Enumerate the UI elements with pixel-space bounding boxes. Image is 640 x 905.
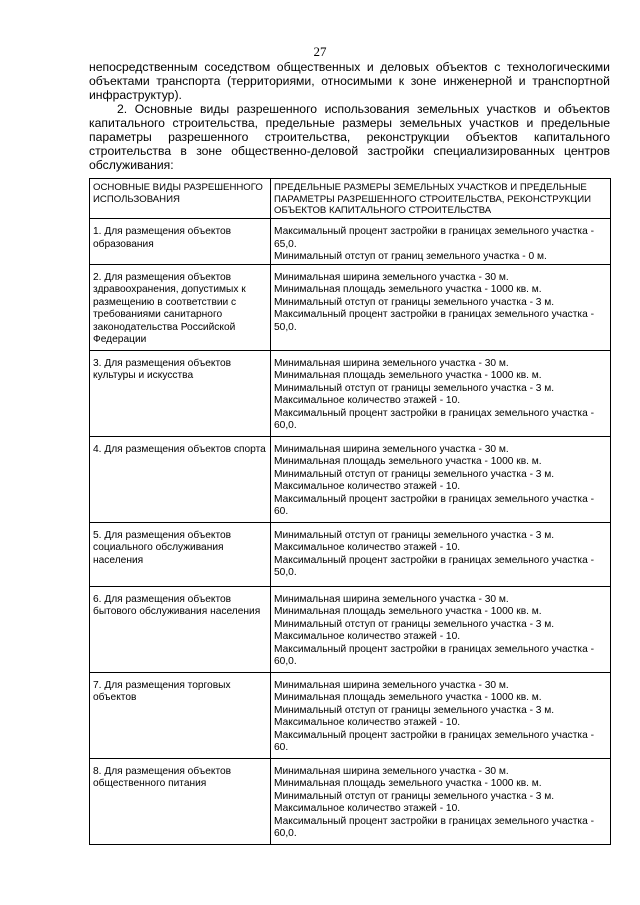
- parameter-line: Минимальная площадь земельного участка - 1000 кв. м.: [274, 692, 542, 703]
- parameter-line: Максимальный процент застройки в границах земельного участка - 60,0.: [274, 815, 594, 839]
- header-use-types: ОСНОВНЫЕ ВИДЫ РАЗРЕШЕННОГО ИСПОЛЬЗОВАНИЯ: [90, 179, 271, 219]
- table-row: [90, 758, 611, 844]
- parameter-line: Максимальное количество этажей - 10.: [274, 395, 461, 406]
- parameter-line: Минимальная ширина земельного участка - 30 м.: [274, 271, 509, 283]
- body-text: [89, 60, 610, 172]
- parameter-line: Минимальная площадь земельного участка - 1000 кв. м.: [274, 778, 542, 789]
- paragraph-continuation: непосредственным соседством общественных и деловых объектов с технологическими объектами транспорта (территориями, относимыми к зоне инженерной и транспортной инфраструктур).: [89, 60, 610, 102]
- parameter-line: Минимальный отступ от границы земельного участка - 3 м.: [274, 618, 555, 630]
- parameter-line: Максимальный процент застройки в границах земельного участка - 65,0.: [274, 226, 594, 250]
- header-parameters: ПРЕДЕЛЬНЫЕ РАЗМЕРЫ ЗЕМЕЛЬНЫХ УЧАСТКОВ И ПРЕДЕЛЬНЫЕ ПАРАМЕТРЫ РАЗРЕШЕННОГО СТРОИТЕЛЬСТВА, РЕКОНСТРУКЦИИ ОБЪЕКТОВ КАПИТАЛЬНОГО СТРОИТЕЛЬСТВА: [271, 179, 611, 219]
- table-row: [90, 350, 611, 436]
- parameter-line: Максимальное количество этажей - 10.: [274, 717, 461, 728]
- parameter-line: Минимальный отступ от границы земельного участка - 3 м.: [274, 704, 555, 716]
- parameter-line: Минимальная ширина земельного участка - 30 м.: [274, 443, 509, 455]
- table-row: [90, 672, 611, 758]
- parameters-cell: [271, 436, 611, 522]
- table-row: [90, 522, 611, 586]
- parameter-line: Максимальный процент застройки в границах земельного участка - 50,0.: [274, 309, 594, 333]
- parameter-line: Минимальный отступ от границ земельного участка - 0 м.: [274, 251, 547, 262]
- parameters-cell: [271, 350, 611, 436]
- parameters-cell: [271, 586, 611, 672]
- paragraph-section-2: 2. Основные виды разрешенного использования земельных участков и объектов капитального строительства, предельные размеры земельных участков и предельные параметры разрешенного строительства, реконструкции объектов капитального строительства в зоне общественно-деловой застройки специализированных центров обслуживания:: [89, 102, 610, 172]
- parameter-line: Минимальная площадь земельного участка - 1000 кв. м.: [274, 284, 542, 295]
- parameter-line: Максимальное количество этажей - 10.: [274, 542, 461, 553]
- parameter-line: Минимальная ширина земельного участка - 30 м.: [274, 593, 509, 605]
- parameter-line: Максимальное количество этажей - 10.: [274, 481, 461, 492]
- parameters-cell: [271, 522, 611, 586]
- parameter-line: Минимальный отступ от границы земельного участка - 3 м.: [274, 382, 555, 394]
- parameter-line: Максимальное количество этажей - 10.: [274, 631, 461, 642]
- parameter-line: Минимальный отступ от границы земельного участка - 3 м.: [274, 296, 555, 308]
- use-type-cell: 6. Для размещения объектов бытового обслуживания населения: [90, 586, 271, 672]
- parameter-line: Максимальный процент застройки в границах земельного участка - 50,0.: [274, 554, 594, 578]
- table-row: [90, 586, 611, 672]
- page-number: 27: [313, 44, 327, 59]
- parameters-cell: [271, 219, 611, 265]
- table-body: [90, 219, 611, 845]
- table-header-row: [90, 179, 611, 219]
- parameter-line: Минимальная площадь земельного участка - 1000 кв. м.: [274, 456, 542, 467]
- parameters-cell: [271, 672, 611, 758]
- table-row: [90, 436, 611, 522]
- parameters-cell: [271, 264, 611, 350]
- land-use-table: [89, 178, 611, 845]
- parameter-line: Максимальный процент застройки в границах земельного участка - 60,0.: [274, 643, 594, 667]
- use-type-cell: 4. Для размещения объектов спорта: [90, 436, 271, 522]
- parameter-line: Максимальное количество этажей - 10.: [274, 803, 461, 814]
- parameter-line: Минимальная ширина земельного участка - 30 м.: [274, 765, 509, 777]
- parameter-line: Минимальная ширина земельного участка - 30 м.: [274, 357, 509, 369]
- use-type-cell: 5. Для размещения объектов социального обслуживания населения: [90, 522, 271, 586]
- parameter-line: Минимальная площадь земельного участка - 1000 кв. м.: [274, 606, 542, 617]
- use-type-cell: 1. Для размещения объектов образования: [90, 219, 271, 265]
- table-row: [90, 264, 611, 350]
- parameter-line: Максимальный процент застройки в границах земельного участка - 60.: [274, 729, 594, 753]
- parameter-line: Максимальный процент застройки в границах земельного участка - 60.: [274, 493, 594, 517]
- parameter-line: Минимальная ширина земельного участка - 30 м.: [274, 679, 509, 691]
- parameter-line: Минимальная площадь земельного участка - 1000 кв. м.: [274, 370, 542, 381]
- table-row: [90, 219, 611, 265]
- parameter-line: Максимальный процент застройки в границах земельного участка - 60,0.: [274, 407, 594, 431]
- parameter-line: Минимальный отступ от границы земельного участка - 3 м.: [274, 790, 555, 802]
- use-type-cell: 8. Для размещения объектов общественного питания: [90, 758, 271, 844]
- parameter-line: Минимальный отступ от границы земельного участка - 3 м.: [274, 529, 555, 541]
- parameters-cell: [271, 758, 611, 844]
- use-type-cell: 2. Для размещения объектов здравоохранения, допустимых к размещению в соответствии с требованиями санитарного законодательства Российской Федерации: [90, 264, 271, 350]
- use-type-cell: 7. Для размещения торговых объектов: [90, 672, 271, 758]
- use-type-cell: 3. Для размещения объектов культуры и искусства: [90, 350, 271, 436]
- parameter-line: Минимальный отступ от границы земельного участка - 3 м.: [274, 468, 555, 480]
